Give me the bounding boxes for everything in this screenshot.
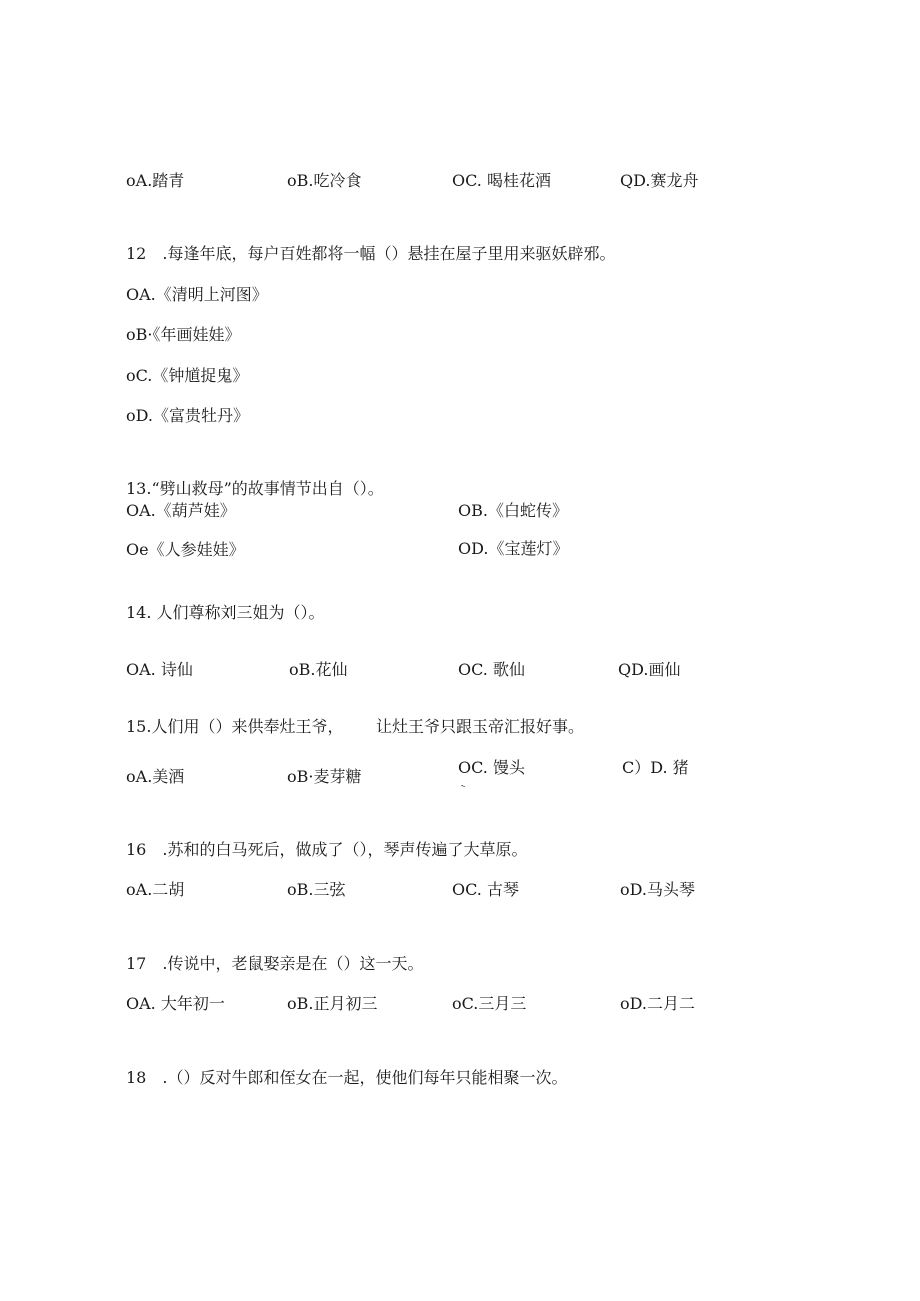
- q16-text: 16 .苏和的白马死后，做成了（），琴声传遍了大草原。: [126, 840, 528, 859]
- q14-option-b[interactable]: oB.花仙: [289, 660, 348, 679]
- q12-option-d[interactable]: oD.《富贵牡丹》: [126, 406, 249, 425]
- q13-text: 13.“劈山救母”的故事情节出自（）。: [126, 479, 384, 498]
- q13-option-a[interactable]: OA.《葫芦娃》: [126, 501, 236, 520]
- q15-option-b[interactable]: oB·麦芽糖: [287, 767, 362, 786]
- q11-option-c[interactable]: OC. 喝桂花酒: [452, 171, 551, 190]
- q11-option-d[interactable]: QD.赛龙舟: [620, 171, 699, 190]
- q13-option-d[interactable]: OD.《宝莲灯》: [458, 539, 569, 558]
- q12-text: 12 .每逢年底，每户百姓都将一幅（）悬挂在屋子里用来驱妖辟邪。: [126, 244, 616, 263]
- q11-option-a[interactable]: oA.踏青: [126, 171, 185, 190]
- q12-option-a[interactable]: OA.《清明上河图》: [126, 285, 268, 304]
- q12-option-b[interactable]: oB·《年画娃娃》: [126, 325, 241, 344]
- q11-option-b[interactable]: oB.吃冷食: [287, 171, 362, 190]
- q12-option-c[interactable]: oC.《钟馗捉鬼》: [126, 366, 249, 385]
- q14-option-a[interactable]: OA. 诗仙: [126, 660, 193, 679]
- q15-text-part2: 让灶王爷只跟玉帝汇报好事。: [376, 717, 585, 736]
- q16-option-c[interactable]: OC. 古琴: [452, 880, 519, 899]
- q15-option-c[interactable]: OC. 馒头: [458, 758, 525, 777]
- q13-option-c[interactable]: Oe《人参娃娃》: [126, 540, 245, 559]
- q18-text: 18 .（）反对牛郎和侄女在一起，使他们每年只能相聚一次。: [126, 1068, 568, 1087]
- q17-option-d[interactable]: oD.二月二: [620, 994, 695, 1013]
- q17-text: 17 .传说中，老鼠娶亲是在（）这一天。: [126, 954, 424, 973]
- q14-text: 14. 人们尊称刘三姐为（）。: [126, 603, 325, 622]
- q16-option-d[interactable]: oD.马头琴: [620, 880, 695, 899]
- q15-stray-mark: ˞: [461, 782, 466, 793]
- q16-option-b[interactable]: oB.三弦: [287, 880, 346, 899]
- q15-option-d[interactable]: C）D. 猪: [622, 758, 689, 777]
- q14-option-d[interactable]: QD.画仙: [618, 660, 681, 679]
- q13-option-b[interactable]: OB.《白蛇传》: [458, 501, 568, 520]
- q17-option-c[interactable]: oC.三月三: [452, 994, 527, 1013]
- q15-option-a[interactable]: oA.美酒: [126, 767, 185, 786]
- q15-text-part1: 15.人们用（）来供奉灶王爷，: [126, 717, 344, 736]
- q17-option-b[interactable]: oB.正月初三: [287, 994, 378, 1013]
- q16-option-a[interactable]: oA.二胡: [126, 880, 185, 899]
- q14-option-c[interactable]: OC. 歌仙: [458, 660, 525, 679]
- q17-option-a[interactable]: OA. 大年初一: [126, 994, 225, 1013]
